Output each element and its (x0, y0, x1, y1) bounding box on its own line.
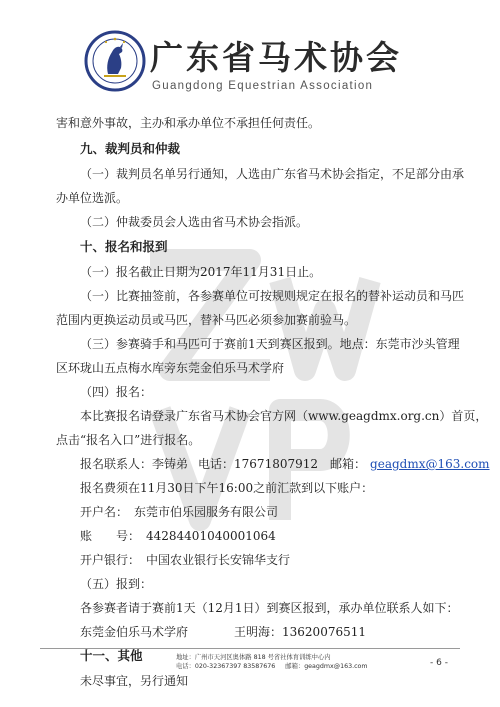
association-logo-icon (84, 30, 146, 92)
paragraph-line: 办单位选派。 (56, 191, 129, 205)
letterhead (0, 0, 500, 110)
venue-line (80, 623, 480, 641)
org-name-en: Guangdong Equestrian Association (152, 80, 374, 92)
paragraph-line: 报名费须在11月30日下午16:00之前汇款到以下账户： (80, 481, 374, 495)
page-number: - 6 - (430, 658, 448, 668)
paragraph-line: 未尽事宜，另行通知 (80, 674, 189, 688)
paragraph-line: （一）裁判员名单另行通知，人选由广东省马术协会指定，不足部分由承 (80, 167, 465, 181)
account-name: 开户名： 东莞市伯乐园服务有限公司 (80, 505, 279, 519)
footer-contact (176, 661, 368, 670)
paragraph-line: （一）比赛抽签前，各参赛单位可按规则规定在报名的替补运动员和马匹 (80, 289, 465, 303)
phone-label: 电话： (198, 457, 235, 471)
paragraph-line: 各参赛者请于赛前1天（12月1日）到赛区报到，承办单位联系人如下： (80, 601, 459, 615)
paragraph-line: （四）报名： (80, 385, 153, 399)
paragraph-line: 本比赛报名请登录广东省马术协会官方网（www.geagdmx.org.cn）首页， (80, 409, 488, 423)
paragraph-line: 害和意外事故，主办和承办单位不承担任何责任。 (56, 116, 321, 130)
paragraph-line: （五）报到： (80, 577, 153, 591)
section-heading-10: 十、报名和报到 (80, 239, 168, 254)
org-name-cn: 广东省马术协会 (150, 38, 402, 77)
footer-divider (40, 648, 460, 649)
paragraph-line: （三）参赛骑手和马匹可于赛前1天到赛区报到。地点：东莞市沙头管理 (80, 337, 460, 351)
account-bank: 开户银行： 中国农业银行长安锦华支行 (80, 553, 291, 567)
venue-name: 东莞金伯乐马术学府 (80, 625, 189, 639)
section-heading-9: 九、裁判员和仲裁 (80, 141, 181, 156)
phone-number: 17671807912 (234, 457, 319, 471)
contact-person: 报名联系人：李铸弟 (80, 457, 189, 471)
footer-phone: 电话：020-32367397 83587676 (176, 663, 276, 670)
paragraph-line: （二）仲裁委员会人选由省马术协会指派。 (80, 215, 309, 229)
venue-contact: 王明海：13620076511 (234, 625, 366, 639)
account-number: 账 号： 44284401040001064 (80, 529, 276, 543)
section-heading-11: 十一、其他 (80, 648, 143, 663)
email-link[interactable]: geagdmx@163.com (370, 457, 490, 471)
contact-line (80, 455, 490, 473)
paragraph-line: 点击“报名入口”进行报名。 (56, 433, 201, 447)
paragraph-line: 区环珑山五点梅水库旁东莞金伯乐马术学府 (56, 361, 285, 375)
paragraph-line: 范围内更换运动员或马匹，替补马匹必须参加赛前验马。 (56, 313, 357, 327)
email-label: 邮箱： (330, 457, 367, 471)
footer-email: 邮箱：geagdmx@163.com (285, 663, 368, 670)
paragraph-line: （一）报名截止日期为2017年11月31日止。 (80, 265, 322, 279)
footer-address: 地址：广州市天河区奥体路 818 号省社体育训练中心内 (176, 654, 331, 661)
